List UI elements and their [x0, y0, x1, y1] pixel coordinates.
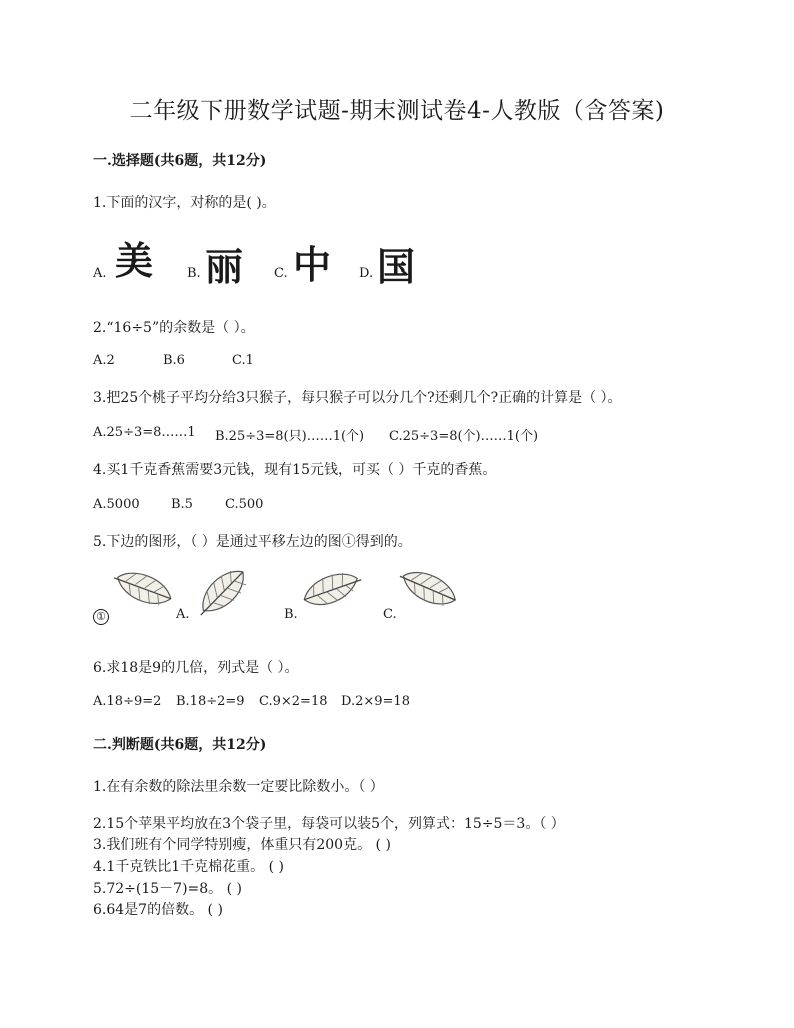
option-text: A.5000 — [93, 497, 140, 512]
question-4: 4.买1千克香蕉需要3元钱，现有15元钱，可买（ ）千克的香蕉。 — [93, 462, 497, 478]
question-5: 5.下边的图形，（ ）是通过平移左边的图①得到的。 — [93, 534, 412, 550]
option-text: A.2 — [93, 353, 115, 368]
leaf-icon — [110, 565, 180, 615]
option-char: 美 — [115, 239, 154, 283]
option-label — [93, 606, 109, 625]
option-label: A. — [93, 266, 107, 281]
option-label: A. — [176, 607, 190, 622]
question-2: 2.“16÷5”的余数是（ ）。 — [93, 320, 255, 336]
option-char: 国 — [377, 245, 416, 289]
section-heading-choice: 一.选择题(共6题，共12分) — [93, 153, 267, 169]
option-text: B.5 — [171, 497, 193, 512]
judgement-item: 3.我们班有个同学特别瘦，体重只有200克。 ( ) — [93, 837, 391, 853]
option-char: 丽 — [205, 245, 244, 289]
option-char: 中 — [293, 243, 332, 287]
option-label: B. — [187, 266, 201, 281]
question-1: 1.下面的汉字，对称的是( )。 — [93, 195, 276, 211]
option-text: B.25÷3=8(只)……1(个) — [215, 429, 365, 444]
judgement-item: 5.72÷(15－7)=8。 ( ) — [93, 881, 243, 897]
option-label: B. — [284, 607, 298, 622]
leaf-icon — [295, 566, 365, 616]
circled-one-label: ① — [93, 609, 109, 625]
option-text: C.500 — [225, 497, 264, 512]
question-3: 3.把25个桃子平均分给3只猴子，每只猴子可以分几个?还剩几个?正确的计算是（ ）。 — [93, 390, 622, 406]
judgement-item: 2.15个苹果平均放在3个袋子里，每袋可以装5个，列算式：15÷5＝3。（ ） — [93, 816, 565, 832]
option-text: A.18÷9=2 — [93, 694, 162, 709]
option-text: A.25÷3=8……1 — [93, 425, 196, 440]
section-heading-judgement: 二.判断题(共6题，共12分) — [93, 737, 267, 753]
option-label: C. — [274, 266, 288, 281]
question-6: 6.求18是9的几倍，列式是（ ）。 — [93, 660, 299, 676]
option-text: B.18÷2=9 — [176, 694, 245, 709]
option-label: C. — [383, 607, 397, 622]
leaf-icon — [395, 564, 465, 616]
option-text: C.25÷3=8(个)……1(个) — [389, 429, 539, 444]
option-text: C.1 — [232, 353, 254, 368]
judgement-item: 1.在有余数的除法里余数一定要比除数小。（ ） — [93, 779, 384, 795]
judgement-item: 4.1千克铁比1千克棉花重。 ( ) — [93, 859, 284, 875]
judgement-item: 6.64是7的倍数。 ( ) — [93, 902, 223, 918]
option-text: D.2×9=18 — [341, 694, 410, 709]
option-text: C.9×2=18 — [259, 694, 328, 709]
leaf-icon — [192, 565, 257, 620]
option-text: B.6 — [163, 353, 185, 368]
page-title: 二年级下册数学试题-期末测试卷4-人教版（含答案) — [129, 98, 665, 124]
option-label: D. — [359, 266, 374, 281]
